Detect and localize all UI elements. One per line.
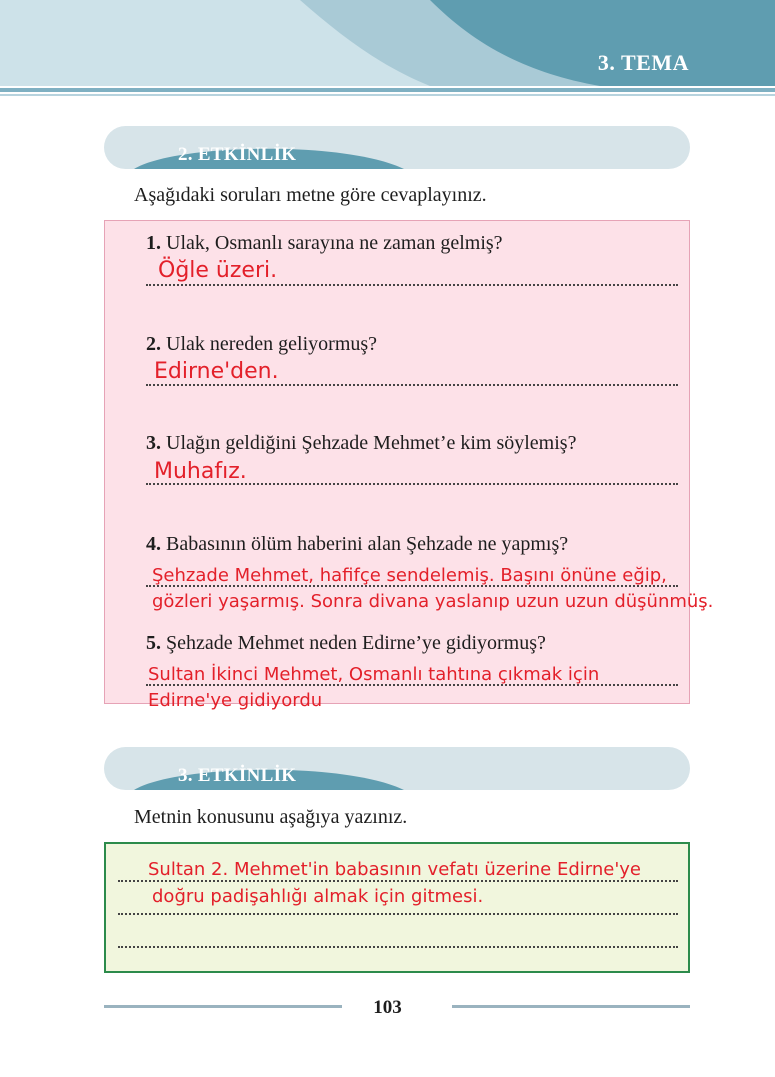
question-number: 4. (146, 533, 161, 555)
activity-2-header (104, 126, 690, 169)
handwritten-answer-line-1: Şehzade Mehmet, hafifçe sendelemiş. Başını önüne eğip, (152, 565, 667, 586)
handwritten-topic-line-1: Sultan 2. Mehmet'in babasının vefatı üzerine Edirne'ye (148, 859, 641, 880)
question-number: 2. (146, 333, 161, 355)
answer-line (118, 913, 678, 915)
handwritten-answer: Öğle üzeri. (158, 258, 278, 283)
question-1 (146, 232, 503, 255)
activity-3-header (104, 747, 690, 790)
question-5 (146, 632, 546, 655)
question-text: Babasının ölüm haberini alan Şehzade ne yapmış? (166, 533, 569, 555)
question-number: 3. (146, 432, 161, 454)
handwritten-answer: Muhafız. (154, 459, 247, 484)
handwritten-topic-line-2: doğru padişahlığı almak için gitmesi. (152, 886, 484, 907)
question-number: 1. (146, 232, 161, 254)
answer-line (146, 384, 678, 386)
handwritten-answer-line-2: Edirne'ye gidiyordu (148, 690, 323, 711)
question-text: Şehzade Mehmet neden Edirne’ye gidiyormuş? (166, 632, 546, 654)
question-4 (146, 533, 568, 556)
answer-line (146, 284, 678, 286)
question-text: Ulak, Osmanlı sarayına ne zaman gelmiş? (166, 232, 503, 254)
activity-2-title: 2. ETKİNLİK (178, 144, 297, 165)
handwritten-answer-line-2: gözleri yaşarmış. Sonra divana yaslanıp uzun uzun düşünmüş. (152, 591, 714, 612)
theme-label: 3. TEMA (597, 50, 689, 75)
activity-3-instruction: Metnin konusunu aşağıya yazınız. (134, 806, 408, 828)
answer-line (118, 880, 678, 882)
question-3 (146, 432, 576, 455)
handwritten-answer: Edirne'den. (154, 359, 279, 384)
answer-line (118, 946, 678, 948)
activity-2-instruction: Aşağıdaki soruları metne göre cevaplayınız. (134, 184, 487, 206)
handwritten-answer-line-1: Sultan İkinci Mehmet, Osmanlı tahtına çıkmak için (148, 664, 600, 685)
question-text: Ulak nereden geliyormuş? (166, 333, 378, 355)
question-text: Ulağın geldiğini Şehzade Mehmet’e kim söylemiş? (166, 432, 577, 454)
question-number: 5. (146, 632, 161, 654)
activity-3-title: 3. ETKİNLİK (178, 765, 297, 786)
question-2 (146, 333, 377, 356)
page-number: 103 (373, 997, 402, 1018)
